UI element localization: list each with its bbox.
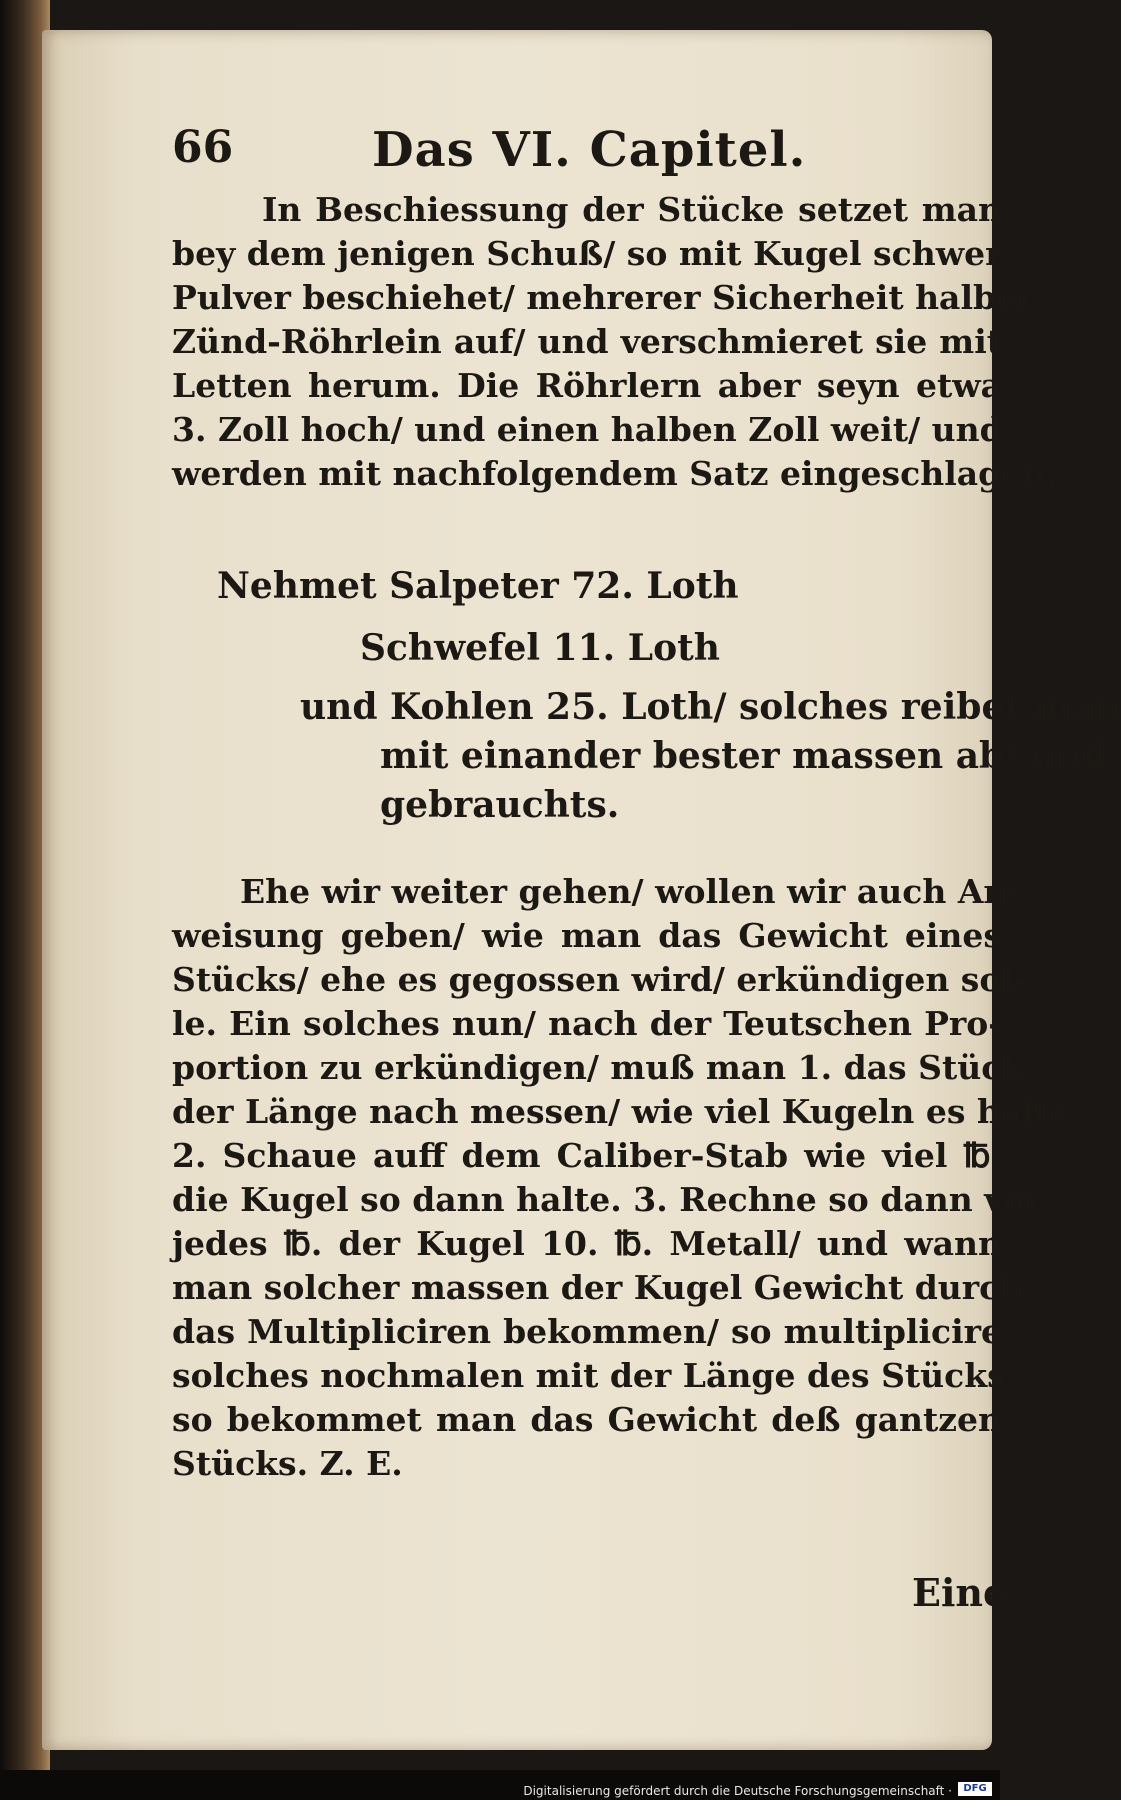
recipe-line: gebrauchts. <box>380 784 620 826</box>
text-line: Letten herum. Die Röhrlern aber seyn etwa <box>172 366 1002 405</box>
text-line: man solcher massen der Kugel Gewicht durch <box>172 1268 1024 1307</box>
text-line: weisung geben/ wie man das Gewicht eines <box>172 916 1002 955</box>
text-line: Stücks. Z. E. <box>172 1444 403 1483</box>
text-line: le. Ein solches nun/ nach der Teutschen Pro- <box>172 1004 1002 1043</box>
running-head: Das VI. Capitel. <box>372 122 807 178</box>
text-line: bey dem jenigen Schuß/ so mit Kugel schwer <box>172 234 1003 273</box>
text-line: der Länge nach messen/ wie viel Kugeln es halte. <box>172 1092 1083 1131</box>
recipe-line: Schwefel 11. Loth <box>360 627 720 669</box>
text-line: Pulver beschiehet/ mehrerer Sicherheit halber <box>172 278 1035 317</box>
text-line: solches nochmalen mit der Länge des Stücks/ <box>172 1356 1018 1395</box>
recipe-line: mit einander bester massen ab/ und <box>380 735 1108 777</box>
dfg-logo: DFG <box>958 1782 992 1796</box>
text-line: jedes ℔. der Kugel 10. ℔. Metall/ und wann <box>172 1224 1002 1263</box>
text-line: so bekommet man das Gewicht deß gantzen <box>172 1400 1002 1439</box>
text-line: portion zu erkündigen/ muß man 1. das Stück <box>172 1048 1025 1087</box>
text-line: Ehe wir weiter gehen/ wollen wir auch An- <box>240 872 1022 911</box>
page-number: 66 <box>172 122 234 173</box>
page-header <box>172 122 992 182</box>
recipe-line: Nehmet Salpeter 72. Loth <box>217 565 739 607</box>
text-line: In Beschiessung der Stücke setzet man <box>262 190 1002 229</box>
text-line: 2. Schaue auff dem Caliber-Stab wie viel ℔. <box>172 1136 1002 1175</box>
text-line: 3. Zoll hoch/ und einen halben Zoll weit/ und <box>172 410 1003 449</box>
catchword: Eine <box>912 1570 1008 1615</box>
book-page <box>42 30 1121 1750</box>
text-line: Stücks/ ehe es gegossen wird/ erkündigen sol- <box>172 960 1028 999</box>
text-line: das Multipliciren bekommen/ so multiplicire <box>172 1312 1002 1351</box>
digitization-credit: Digitalisierung gefördert durch die Deutsche Forschungsgemeinschaft · <box>523 1784 952 1798</box>
text-line: werden mit nachfolgendem Satz eingeschlagen. <box>172 454 1058 493</box>
text-line: Zünd-Röhrlein auf/ und verschmieret sie mit <box>172 322 1002 361</box>
text-line: die Kugel so dann halte. 3. Rechne so dann vor <box>172 1180 1043 1219</box>
recipe-line: und Kohlen 25. Loth/ solches reibet man <box>300 686 1121 728</box>
